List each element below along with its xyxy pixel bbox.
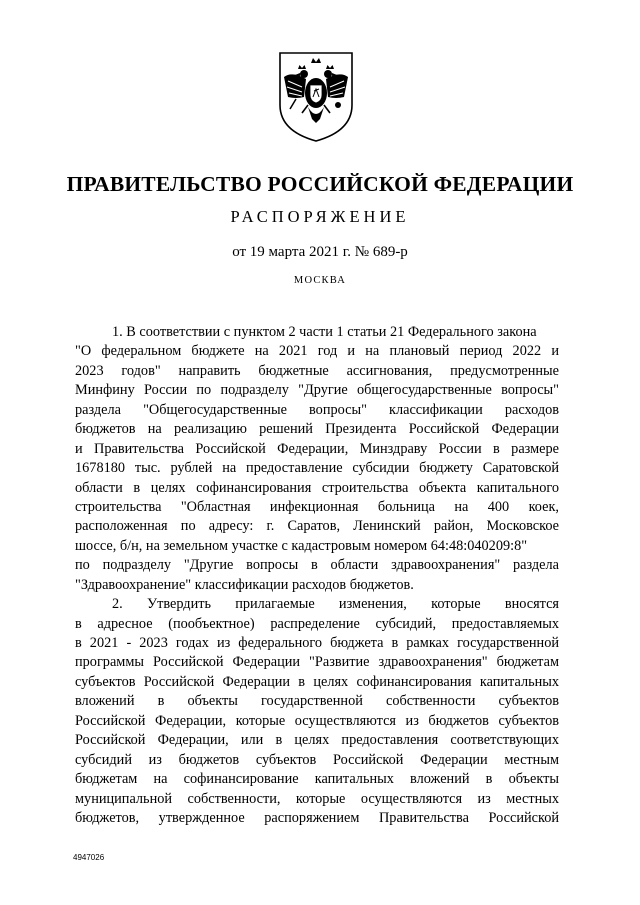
document-id: 4947026 (73, 853, 105, 862)
body-line: Российской Федерации, которые осуществляются из бюджетов субъектов (75, 712, 559, 729)
body-line: "О федеральном бюджете на 2021 год и на плановый период 2022 и (75, 343, 559, 360)
body-line: и Правительства Российской Федерации, Минздраву России в размере (75, 440, 559, 457)
body-line: области в целях софинансирования строительства объекта капитального (75, 479, 559, 496)
body-line: шоссе, б/н, на земельном участке с кадастровым номером 64:48:040209:8" (75, 537, 528, 554)
body-line: программы Российской Федерации "Развитие здравоохранения" бюджетам (75, 654, 559, 671)
russian-coat-of-arms-icon (274, 47, 358, 143)
body-line: 2. Утвердить прилагаемые изменения, которые вносятся (112, 596, 559, 613)
body-line: 1678180 тыс. рублей на предоставление субсидии бюджету Саратовской (75, 460, 559, 477)
body-line: 2023 годов" направить бюджетные ассигнования, предусмотренные (75, 362, 559, 379)
document-body (75, 323, 559, 828)
government-title: ПРАВИТЕЛЬСТВО РОССИЙСКОЙ ФЕДЕРАЦИИ (66, 172, 574, 196)
body-line: субсидий из бюджетов субъектов Российской Федерации местным (75, 751, 559, 768)
body-line: по подразделу "Другие вопросы в области здравоохранения" раздела (75, 557, 559, 574)
body-line: бюджетов, утвержденное распоряжением Правительства Российской (75, 809, 559, 826)
body-line: расположенная по адресу: г. Саратов, Ленинский район, Московское (75, 518, 559, 535)
body-line: Российской Федерации, или в целях предоставления соответствующих (75, 732, 559, 749)
body-line: в 2021 - 2023 годах из федерального бюджета в рамках государственной (75, 635, 559, 651)
body-line: в адресное (пообъектное) распределение субсидий, предоставляемых (75, 615, 559, 632)
document-date-number: от 19 марта 2021 г. № 689-р (232, 244, 408, 260)
body-line: раздела "Общегосударственные вопросы" классификации расходов (75, 401, 559, 418)
body-line: Минфину России по подразделу "Другие общегосударственные вопросы" (75, 382, 559, 399)
body-line: "Здравоохранение" классификации расходов бюджетов. (75, 576, 414, 593)
document-place: МОСКВА (293, 275, 347, 286)
body-line: муниципальной собственности, которые осуществляются из местных (75, 790, 559, 807)
document-type: РАСПОРЯЖЕНИЕ (230, 207, 410, 226)
body-line: вложений в объекты государственной собственности субъектов (75, 693, 559, 710)
body-line: бюджетам на софинансирование капитальных вложений в объекты (75, 771, 559, 788)
body-line: 1. В соответствии с пунктом 2 части 1 статьи 21 Федерального закона (112, 324, 537, 340)
body-line: строительства "Областная инфекционная больница на 400 коек, (75, 498, 559, 515)
body-line: бюджетов на реализацию решений Президента Российской Федерации (75, 421, 559, 438)
body-line: субъектов Российской Федерации в целях софинансирования капитальных (75, 673, 559, 690)
